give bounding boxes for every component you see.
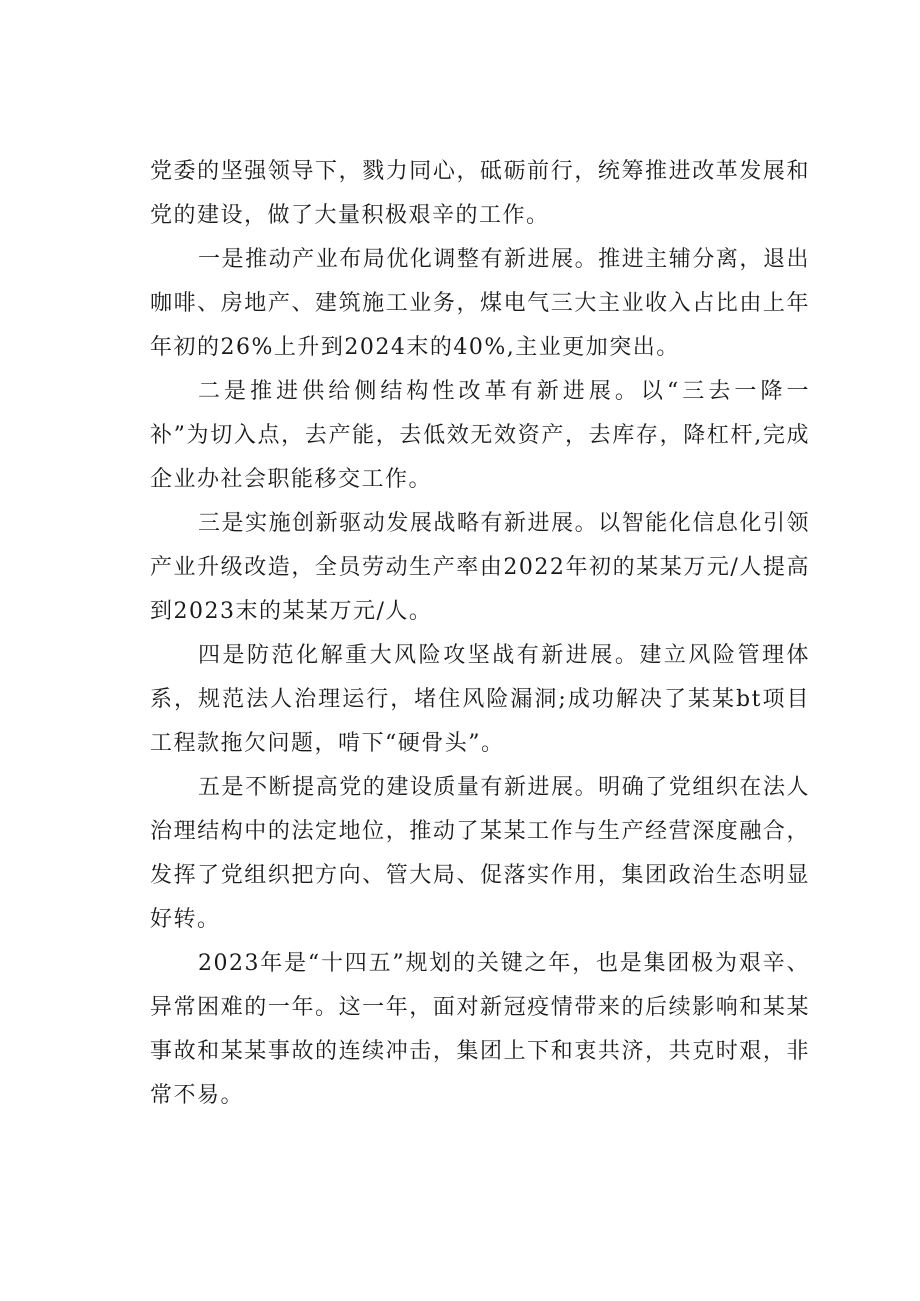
paragraph-industry-layout: 一是推动产业布局优化调整有新进展。推进主辅分离，退出咖啡、房地产、建筑施工业务，煤电气三大主业收入占比由上年年初的26%上升到2024末的40%,主业更加突出。	[150, 247, 810, 360]
paragraph-supply-side-reform: 二是推进供给侧结构性改革有新进展。以“三去一降一补”为切入点，去产能，去低效无效资产，去库存，降杠杆,完成企业办社会职能移交工作。	[150, 379, 810, 492]
paragraph-risk-prevention: 四是防范化解重大风险攻坚战有新进展。建立风险管理体系，规范法人治理运行，堵住风险漏洞;成功解决了某某bt项目工程款拖欠问题，啃下“硬骨头”。	[150, 643, 810, 756]
paragraph-innovation-strategy: 三是实施创新驱动发展战略有新进展。以智能化信息化引领产业升级改造，全员劳动生产率由2022年初的某某万元/人提高到2023末的某某万元/人。	[150, 511, 810, 624]
paragraph-continuation: 党委的坚强领导下，戮力同心，砥砺前行，统筹推进改革发展和党的建设，做了大量积极艰辛的工作。	[150, 159, 810, 228]
document-body	[150, 150, 810, 1118]
paragraph-year-summary: 2023年是“十四五”规划的关键之年，也是集团极为艰辛、异常困难的一年。这一年，面对新冠疫情带来的后续影响和某某事故和某某事故的连续冲击，集团上下和衷共济，共克时艰，非常不易。	[150, 951, 810, 1108]
paragraph-party-building: 五是不断提高党的建设质量有新进展。明确了党组织在法人治理结构中的法定地位，推动了某某工作与生产经营深度融合，发挥了党组织把方向、管大局、促落实作用，集团政治生态明显好转。	[150, 775, 810, 932]
